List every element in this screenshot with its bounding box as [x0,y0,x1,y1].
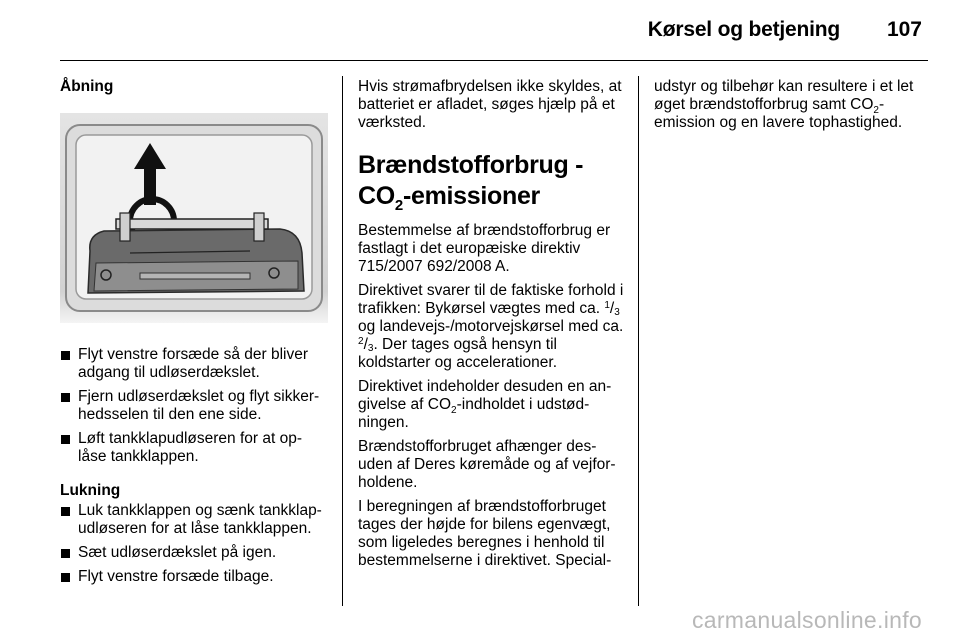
list-item: Flyt venstre forsæde så der bliver adgang til udløserdækslet. [60,346,330,382]
list-item: Sæt udløserdækslet på igen. [60,544,330,562]
column-divider [638,76,639,606]
section-heading-opening: Åbning [60,78,114,95]
paragraph-driving-style: Brændstofforbruget afhænger des-uden af Deres køremåde og af vejfor-holdene. [358,438,616,491]
fuel-release-illustration [60,113,328,323]
paragraph-directive: Bestemmelse af brændstofforbrug er fastlagt i det europæiske direktiv 715/2007 692/2008 A. [358,222,611,275]
paragraph-co2: Direktivet indeholder desuden en an-givelse af $CO_2$-indholdet i udstød-ningen. [358,378,612,431]
header-rule [60,60,928,61]
watermark-text: carmanualsonline.info [691,607,922,633]
column-middle [358,78,630,576]
page-header-title: Kørsel og betjening [647,18,840,41]
list-item: Luk tankklappen og sænk tankklap-udløseren for at låse tankklappen. [60,502,330,538]
column-divider [342,76,343,606]
paragraph-weighting: Direktivet svarer til de faktiske forhold i trafikken: Bykørsel vægtes med ca. $^1/_3$ og landevejs-/motorvejskørsel med ca. $^2/_3$. Der tages også hensyn til koldstarter og accelerationer. [358,282,624,371]
page-number: 107 [886,18,922,41]
list-item: Flyt venstre forsæde tilbage. [60,568,330,586]
paragraph-calculation: I beregningen af brændstofforbruget tages der højde for bilens egenvægt, som ligeledes beregnes i henhold til bestemmelserne i direktivet. Special- [358,498,612,569]
column-left [60,78,330,592]
list-item: Løft tankklapudløseren for at op-låse tankklappen. [60,430,330,466]
column-right [654,78,924,138]
opening-steps-list [60,346,330,466]
section-heading-closing: Lukning [60,482,121,499]
list-item: Fjern udløserdækslet og flyt sikker-hedsselen til den ene side. [60,388,330,424]
closing-steps-list [60,502,330,586]
section-heading-fuel-consumption: Brændstofforbrug - $CO_2$-emissioner [358,151,584,214]
intro-paragraph: Hvis strømafbrydelsen ikke skyldes, at batteriet er afladet, søges hjælp på et værksted. [358,78,622,131]
paragraph-accessories: udstyr og tilbehør kan resultere i et let øget brændstofforbrug samt $CO_2$-emission og en lavere tophastighed. [654,78,914,131]
